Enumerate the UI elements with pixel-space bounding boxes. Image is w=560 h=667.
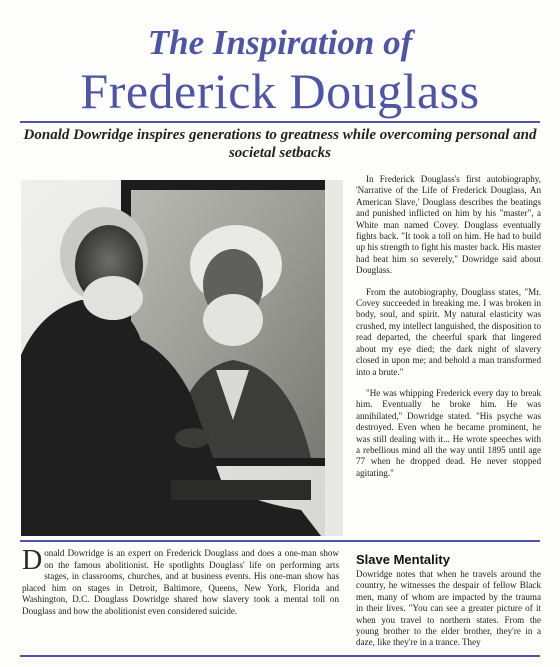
portrait-photo: [21, 180, 343, 536]
paragraph: In Frederick Douglass's first autobiography, 'Narrative of the Life of Frederick Douglass, An American Slave,' Douglass describes the beatings and punished inflicted on him by his "master", a White man named Covey. Douglass eventually fights back. "It took a toll on him. He had to build up his strength to fight his master back. His master had beat him so severely," Dowridge said about Douglass.: [356, 174, 541, 276]
page-title: Frederick Douglass: [80, 63, 480, 119]
dropcap: D: [22, 545, 43, 576]
kicker-title: The Inspiration of: [147, 23, 413, 62]
bottom-rule: [20, 540, 540, 542]
intro-text: onald Dowridge is an expert on Frederick Douglass and does a one-man show on the famous abolitionist. He spotlights Douglass' life on performing arts stages, in classrooms, churches, and at business events. His one-man show has placed him on stages in Detroit, Baltimore, Queens, New York, Florida and Washington, D.C. Douglass Dowridge shared how slavery took a mental toll on Douglass and how the abolitionist even considered suicide.: [22, 548, 339, 616]
article-right-column: [356, 174, 541, 489]
section-heading: Slave Mentality: [356, 552, 450, 567]
paragraph: From the autobiography, Douglass states, "Mr. Covey succeeded in breaking me. I was broken in body, soul, and spirit. My natural elasticity was crushed, my intellect languished, the disposition to read departed, the cheerful spark that lingered about my eye died; the dark night of slavery closed in upon me; and behold a man transformed into a brute.": [356, 286, 541, 377]
subtitle: Donald Dowridge inspires generations to greatness while overcoming personal and societal setbacks: [23, 127, 537, 161]
footer-rule: [20, 655, 540, 657]
paragraph: "He was whipping Frederick every day to break him. Eventually he broke him. He was annihilated," Dowridge stated. "His psyche was destroyed. Even when he became prominent, he was still dealing with it... He wrote speeches with a rebellious mind all the way until 1895 until age 77 when he dropped dead. He never stopped agitating.": [356, 387, 541, 478]
top-rule: [20, 121, 540, 123]
section-body: [356, 569, 541, 649]
intro-paragraph: [22, 545, 339, 618]
photo-illustration: [21, 180, 343, 536]
section-text: Dowridge notes that when he travels around the country, he witnesses the despair of fellow Black men, many of whom are impacted by the trauma in their lives. "You can see a greater picture of it when you travel to northern states. From the young brother to the elder brother, they're in a daze, like they're in a trance. They: [356, 569, 541, 648]
